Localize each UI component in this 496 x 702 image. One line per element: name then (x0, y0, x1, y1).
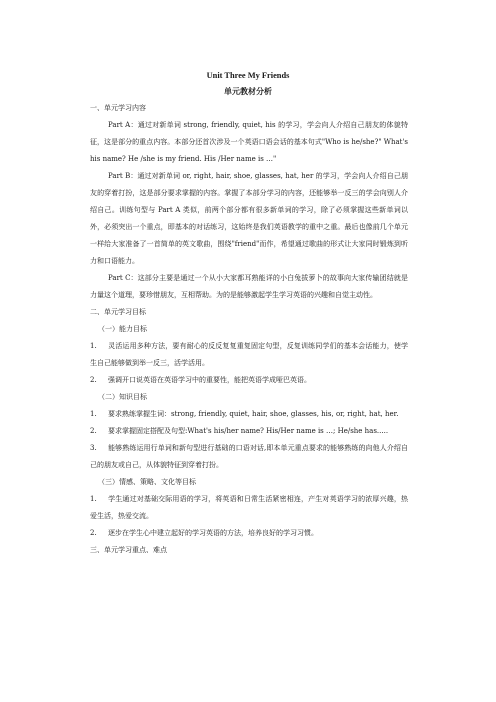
doc-title: Unit Three My Friends (206, 71, 290, 80)
list-text: 能够熟练运用行单词和新句型进行基础的口语对话,即本单元重点要求的能够熟练的向他人介绍自己的朋友或自己，从体貌特征到穿着打扮。 (90, 444, 408, 469)
list-number: 1. (90, 410, 97, 418)
subheading-knowledge: （二）知识目标 (98, 393, 147, 401)
list-number: 1. (90, 495, 97, 503)
list-text: 灵活运用多种方法，要有耐心的反反复复重复固定句型，反复训练同学们的基本会话能力，使学生自己能够做到举一反三，活学活用。 (90, 342, 408, 367)
list-item (90, 372, 408, 389)
list-number: 1. (90, 342, 97, 350)
list-item (90, 440, 408, 474)
list-item (90, 423, 408, 440)
doc-subtitle: 单元教材分析 (224, 87, 272, 96)
list-text: 要求熟练掌握生词：strong, friendly, quiet, hair, shoe, glasses, his, or, right, hat, her. (108, 410, 399, 418)
paragraph-part-a: Part A：通过对新单词 strong, friendly, quiet, his 的学习，学会向人介绍自己朋友的体貌特征，这是部分的重点内容。本部分还首次涉及一个英语口语会话的基本句式"Who is he/she?" What's his name? He /she is my friend. His /Her name is …" (90, 121, 408, 163)
list-item (90, 491, 408, 525)
list-item (90, 338, 408, 372)
list-text: 学生通过对基础交际用语的学习，将英语和日常生活紧密相连，产生对英语学习的浓厚兴趣，热爱生活，热爱交流。 (90, 495, 408, 520)
paragraph-part-b: Part B：通过对新单词 or, right, hair, shoe, glasses, hat, her 的学习，学会向人介绍自己朋友的穿着打扮，这是部分要求掌握的内容。掌握了本部分学习的内容，还能够举一反三的学会向别人介绍自己。训练句型与 Part A 类似，前两个部分都有很多新单词的学习，除了必须掌握这些新单词以外，必须突出一个重点，即基本的对话练习，这始终是我们英语教学的重中之重。最后也像前几个单元一样给大家准备了一首简单的英文歌曲，围绕"friend"而作，希望通过歌曲的形式让大家同时锻炼到听力和口语能力。 (90, 172, 408, 265)
list-number: 2. (90, 427, 97, 435)
section-heading-focus: 三、单元学习重点、难点 (90, 546, 167, 554)
list-number: 2. (90, 376, 97, 384)
list-number: 3. (90, 444, 97, 452)
paragraph-part-c: Part C：这部分主要是通过一个从小大家都耳熟能详的小白兔拔萝卜的故事向大家传输团结就是力量这个道理，要珍惜朋友，互相帮助。为的是能够激起学生学习英语的兴趣和自觉主动性。 (90, 274, 408, 299)
list-item (90, 525, 408, 542)
doc-body (90, 100, 408, 559)
list-text: 强调开口说英语在英语学习中的重要性，能把英语学成哑巴英语。 (108, 376, 311, 384)
subheading-ability: （一）能力目标 (98, 325, 147, 333)
list-text: 要求掌握固定搭配及句型:What's his/her name? His/Her name is …; He/she has..... (108, 427, 389, 435)
section-heading-goals: 二、单元学习目标 (90, 308, 146, 316)
list-item (90, 406, 408, 423)
subheading-emotion: （三）情感、策略、文化等目标 (98, 478, 196, 486)
list-text: 逐步在学生心中建立起好的学习英语的方法，培养良好的学习习惯。 (108, 529, 318, 537)
list-number: 2. (90, 529, 97, 537)
section-heading-content: 一、单元学习内容 (90, 104, 146, 112)
